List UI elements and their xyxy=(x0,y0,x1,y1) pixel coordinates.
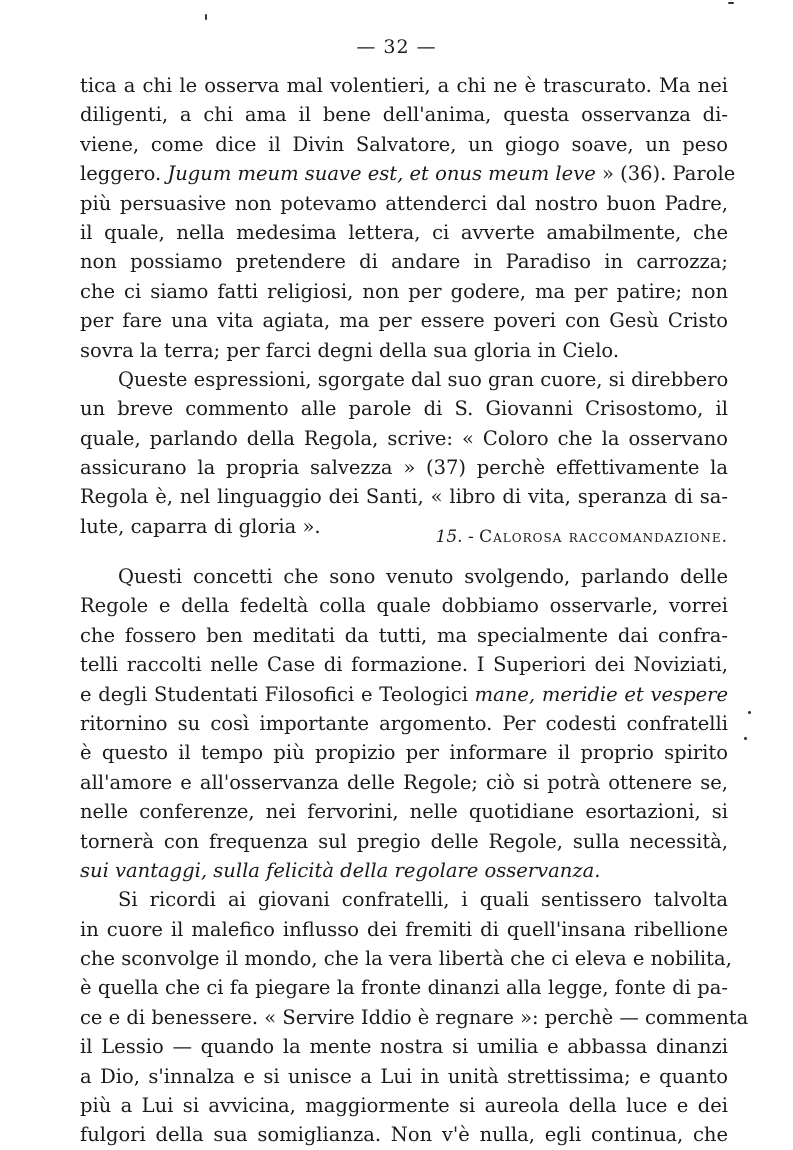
latin-quote: Jugum meum suave est, et onus meum leve xyxy=(167,162,596,186)
print-speck xyxy=(748,711,751,714)
text-line: Regole e della fedeltà colla quale dobbiamo osservarle, vorrei xyxy=(80,594,728,618)
page-number: — 32 — xyxy=(356,36,437,58)
print-speck xyxy=(728,2,734,4)
text-line: lute, caparra di gloria ». xyxy=(80,514,321,538)
text-line: è questo il tempo più propizio per informare il proprio spirito xyxy=(80,741,728,765)
text-block-bottom xyxy=(80,562,749,1150)
text-line: il Lessio — quando la mente nostra si umilia e abbassa dinanzi xyxy=(80,1035,728,1059)
section-title: Calorosa raccomandazione. xyxy=(479,527,728,547)
text-line: Si ricordi ai giovani confratelli, i quali sentissero talvolta xyxy=(118,888,728,912)
text-line: Regola è, nel linguaggio dei Santi, « libro di vita, speranza di sa- xyxy=(80,485,728,509)
text-line: assicurano la propria salvezza » (37) perchè effettivamente la xyxy=(80,456,728,480)
text-line: leggero. Jugum meum suave est, et onus meum leve » (36). Parole xyxy=(80,162,736,186)
section-heading: 15. - Calorosa raccomandazione. xyxy=(435,527,728,547)
text-line: viene, come dice il Divin Salvatore, un giogo soave, un peso xyxy=(80,132,728,156)
text-line: che sconvolge il mondo, che la vera libertà che ci eleva e nobilita, xyxy=(80,947,732,971)
text-line: tornerà con frequenza sul pregio delle Regole, sulla necessità, xyxy=(80,829,728,853)
text-line: ce e di benessere. « Servire Iddio è regnare »: perchè — commenta xyxy=(80,1005,749,1029)
text-line: fulgori della sua somiglianza. Non v'è nulla, egli continua, che xyxy=(80,1123,728,1147)
text-line: a Dio, s'innalza e si unisce a Lui in unità strettissima; e quanto xyxy=(80,1064,728,1088)
text-line: ritornino su così importante argomento. Per codesti confratelli xyxy=(80,711,728,735)
text-line: è quella che ci fa piegare la fronte dinanzi alla legge, fonte di pa- xyxy=(80,976,728,1000)
text-line: più persuasive non potevamo attenderci dal nostro buon Padre, xyxy=(80,191,728,215)
text-line: tica a chi le osserva mal volentieri, a chi ne è trascurato. Ma nei xyxy=(80,74,728,97)
text-line: per fare una vita agiata, ma per essere poveri con Gesù Cristo xyxy=(80,309,728,333)
text-line: un breve commento alle parole di S. Giovanni Crisostomo, il xyxy=(80,397,728,421)
text-line: in cuore il malefico influsso dei fremiti di quell'insana ribellione xyxy=(80,917,728,941)
text-line: quale, parlando della Regola, scrive: « Coloro che la osservano xyxy=(80,426,728,450)
text-line: che ci siamo fatti religiosi, non per godere, ma per patire; non xyxy=(80,279,728,303)
text-line: diligenti, a chi ama il bene dell'anima, questa osservanza di- xyxy=(80,103,728,127)
text-line: all'amore e all'osservanza delle Regole; ciò si potrà ottenere se, xyxy=(80,770,728,794)
text-line: non possiamo pretendere di andare in Paradiso in carrozza; xyxy=(80,250,728,274)
section-number: 15. xyxy=(435,527,463,547)
text-line: più a Lui si avvicina, maggiormente si aureola della luce e dei xyxy=(80,1094,728,1118)
text-line: Questi concetti che sono venuto svolgendo, parlando delle xyxy=(118,565,728,588)
print-speck xyxy=(205,14,207,20)
text-line: nelle conferenze, nei fervorini, nelle quotidiane esortazioni, si xyxy=(80,800,728,824)
text-block-top xyxy=(80,71,736,541)
text-line: e degli Studentati Filosofici e Teologici mane, meridie et vespere xyxy=(80,682,728,706)
print-speck xyxy=(744,737,747,740)
text-line: sovra la terra; per farci degni della sua gloria in Cielo. xyxy=(80,338,620,362)
text-line: il quale, nella medesima lettera, ci avverte amabilmente, che xyxy=(80,220,728,244)
text-line: sui vantaggi, sulla felicità della regolare osservanza. xyxy=(80,858,601,882)
text-line: che fossero ben meditati da tutti, ma specialmente dai confra- xyxy=(80,623,728,647)
text-line: telli raccolti nelle Case di formazione. I Superiori dei Noviziati, xyxy=(80,653,728,677)
text-line: Queste espressioni, sgorgate dal suo gran cuore, si direbbero xyxy=(118,367,729,391)
latin-phrase: mane, meridie et vespere xyxy=(474,682,728,706)
